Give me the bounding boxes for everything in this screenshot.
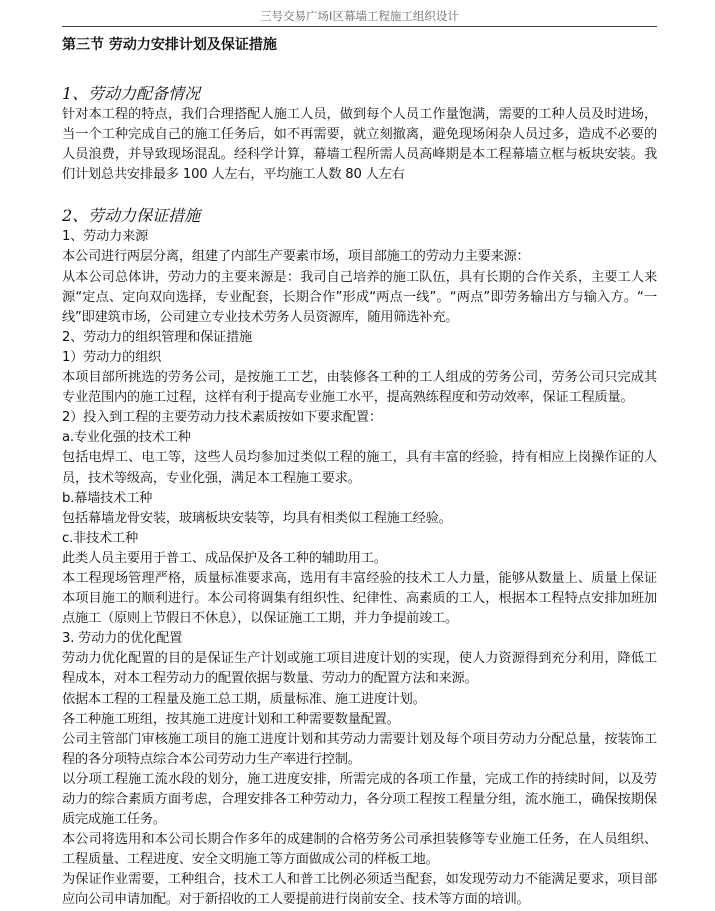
paragraph: 以分项工程施工流水段的划分，施工进度安排，所需完成的各项工作量，完成工作的持续时间，以及劳动力的综合素质方面考虑，合理安排各工种劳动力，各分项工程按工程量分组，流水施工，确保按期保质完成施工任务。 bbox=[62, 771, 657, 828]
paragraph: 从本公司总体讲，劳动力的主要来源是：我司自己培养的施工队伍，具有长期的合作关系，主要工人来源“定点、定向双向选择，专业配套，长期合作”形成“两点一线”。“两点”即劳务输出方与输入方。“一线”即建筑市场，公司建立专业技术劳务人员资源库，随用筛选补充。 bbox=[62, 269, 657, 325]
paragraph: 针对本工程的特点，我们合理搭配人施工人员，做到每个人员工作量饱满，需要的工种人员及时进场，当一个工种完成自己的施工任务后，如不再需要，就立刻撤离，避免现场闲杂人员过多，造成不必要的人员浪费，并导致现场混乱。经科学计算，幕墙工程所需人员高峰期是本工程幕墙立框与板块安装。我们计划总共安排最多 100 人左右，平均施工人数 80 人左右 bbox=[62, 107, 657, 183]
heading-labor-allocation: 1、劳动力配备情况 bbox=[62, 84, 201, 103]
section-title: 第三节 劳动力安排计划及保证措施 bbox=[62, 37, 277, 53]
page-header: 三号交易广场Ⅰ区幕墙工程施工组织设计 bbox=[62, 0, 657, 27]
paragraph: 1）劳动力的组织 bbox=[62, 349, 162, 365]
paragraph: b.幕墙技术工种 bbox=[62, 490, 153, 506]
paragraph: 此类人员主要用于普工、成品保护及各工种的辅助用工。 bbox=[62, 550, 387, 566]
paragraph: 各工种施工班组，按其施工进度计划和工种需要数量配置。 bbox=[62, 711, 400, 727]
paragraph: 劳动力优化配置的目的是保证生产计划或施工项目进度计划的实现，使人力资源得到充分利用，降低工程成本，对本工程劳动力的配置依据与数量、劳动力的配置方法和来源。 bbox=[62, 651, 657, 687]
paragraph: 为保证作业需要，工种组合，技术工人和普工比例必须适当配套，如发现劳动力不能满足要求，项目部应向公司申请加配。对于新招收的工人要提前进行岗前安全、技术等方面的培训。 bbox=[62, 872, 657, 908]
paragraph: 公司主管部门审核施工项目的施工进度计划和其劳动力需要计划及每个项目劳动力分配总量，按装饰工程的各分项特点综合本公司劳动力生产率进行控制。 bbox=[62, 731, 657, 767]
paragraph: 3. 劳动力的优化配置 bbox=[62, 631, 183, 647]
paragraph: 2）投入到工程的主要劳动力技术素质按如下要求配置： bbox=[62, 410, 382, 426]
paragraph: 本项目部所挑选的劳务公司，是按施工工艺，由装修各工种的工人组成的劳务公司，劳务公司只完成其专业范围内的施工过程，这样有利于提高专业施工水平，提高熟练程度和劳动效率，保证工程质量。 bbox=[62, 370, 657, 406]
paragraph: 依据本工程的工程量及施工总工期，质量标准、施工进度计划。 bbox=[62, 691, 426, 707]
paragraph: c.非技术工种 bbox=[62, 530, 138, 546]
paragraph: 本公司将选用和本公司长期合作多年的成建制的合格劳务公司承担装修等专业施工任务，在人员组织、工程质量、工程进度、安全文明施工等方面做成公司的样板工地。 bbox=[62, 832, 657, 868]
paragraph: a.专业化强的技术工种 bbox=[62, 430, 191, 446]
heading-labor-guarantee: 2、劳动力保证措施 bbox=[62, 206, 201, 226]
paragraph: 本工程现场管理严格，质量标准要求高，选用有丰富经验的技术工人力量，能够从数量上、质量上保证本项目施工的顺利进行。本公司将调集有组织性、纪律性、高素质的工人，根据本工程特点安排加班加点施工（原则上节假日不休息），以保证施工工期，并力争提前竣工。 bbox=[62, 570, 657, 627]
paragraph: 2、劳动力的组织管理和保证措施 bbox=[62, 329, 253, 345]
paragraph: 1、劳动力来源 bbox=[62, 229, 149, 245]
paragraph: 本公司进行两层分离，组建了内部生产要素市场，项目部施工的劳动力主要来源： bbox=[62, 249, 530, 265]
paragraph: 包括幕墙龙骨安装，玻璃板块安装等，均具有相类似工程施工经验。 bbox=[62, 510, 452, 526]
paragraph: 包括电焊工、电工等，这些人员均参加过类似工程的施工，具有丰富的经验，持有相应上岗操作证的人员，技术等级高，专业化强，满足本工程施工要求。 bbox=[62, 450, 657, 486]
